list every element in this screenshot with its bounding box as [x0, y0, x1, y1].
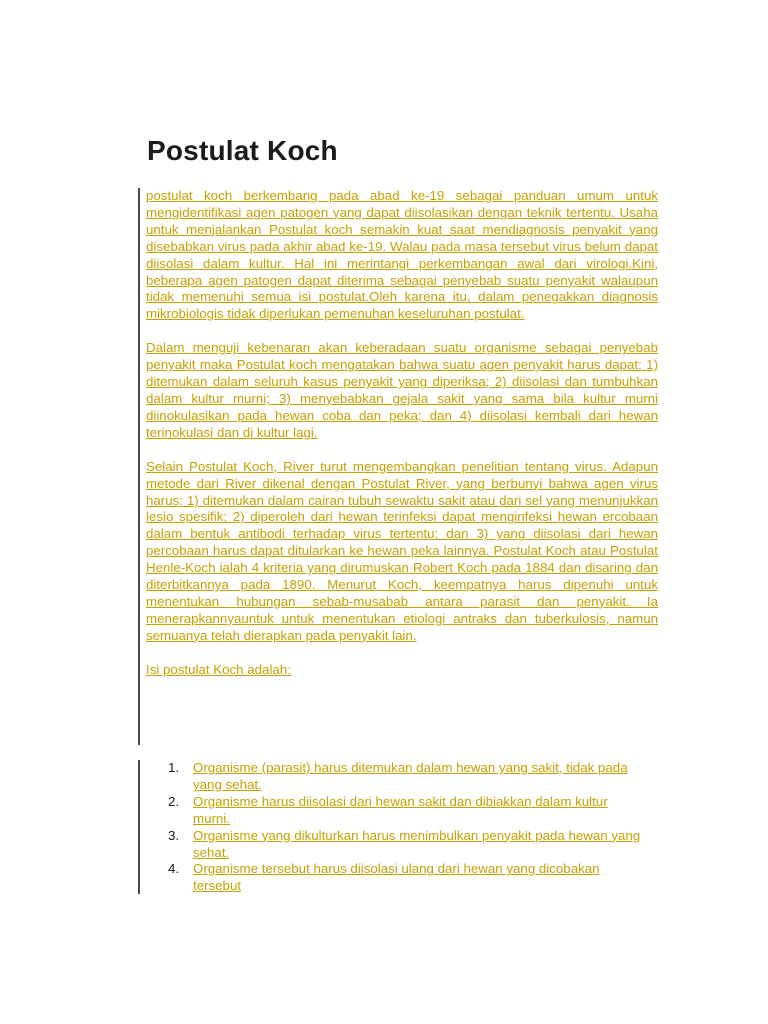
- change-bar: [138, 760, 140, 894]
- list-item-link[interactable]: Organisme harus diisolasi dari hewan sakit dan dibiakkan dalam kultur murni.: [193, 793, 608, 826]
- list-item: [146, 861, 658, 895]
- list-item: [146, 760, 658, 794]
- list-item-link[interactable]: Organisme (parasit) harus ditemukan dalam hewan yang sakit, tidak pada yang sehat.: [193, 760, 628, 792]
- list-item-link[interactable]: Organisme yang dikulturkan harus menimbulkan penyakit pada hewan yang sehat.: [193, 827, 641, 860]
- page-title: Postulat Koch: [147, 135, 338, 166]
- list-item-link[interactable]: Organisme tersebut harus diisolasi ulang dari hewan yang dicobakan tersebut: [193, 861, 600, 894]
- paragraph-link[interactable]: postulat koch berkembang pada abad ke-19 sebagai panduan umum untuk mengidentifikasi agen patogen yang dapat diisolasikan dengan teknik tertentu. Usaha untuk menjalankan Postulat koch semakin kuat saat mendiagnosis penyakit yang disebabkan virus pada akhir abad ke-19. Walau pada masa tersebut virus belum dapat diisolasi dalam kultur. Hal ini merintangi perkembangan awal dari virologi.Kini, beberapa agen patogen dapat diterima sebagai penyebab suatu penyakit walaupun tidak memenuhi semua isi postulat.Oleh karena itu, dalam penegakkan diagnosis mikrobiologis tidak diperlukan pemenuhan keseluruhan postulat.: [146, 188, 658, 322]
- list-number: 1.: [168, 760, 180, 775]
- postulate-list: [146, 760, 658, 895]
- list-intro-link[interactable]: Isi postulat Koch adalah:: [146, 661, 291, 677]
- change-bar: [138, 188, 140, 745]
- list-number: 2.: [168, 793, 180, 809]
- list-number: 4.: [168, 861, 180, 877]
- paragraph-link[interactable]: Dalam menguji kebenaran akan keberadaan suatu organisme sebagai penyebab penyakit maka Postulat koch mengatakan bahwa suatu agen penyakit harus dapat: 1) ditemukan dalam seluruh kasus penyakit yang diperiksa; 2) diisolasi dan tumbuhkan dalam kultur murni; 3) menyebabkan gejala sakit yang sama bila kultur murni diinokulasikan pada hewan coba dan peka; dan 4) diisolasi kembali dari hewan terinokulasi dan di kultur lagi.: [146, 340, 658, 440]
- list-item: [146, 828, 658, 862]
- body-content: [146, 188, 658, 696]
- list-item: [146, 794, 658, 828]
- list-number: 3.: [168, 827, 180, 843]
- paragraph-link[interactable]: Selain Postulat Koch, River turut mengembangkan penelitian tentang virus. Adapun metode dari River dikenal dengan Postulat River, yang berbunyi bahwa agen virus harus: 1) ditemukan dalam cairan tubuh sewaktu sakit atau dari sel yang menunjukkan lesio spesifik; 2) diperoleh dari hewan terinfeksi dapat menginfeksi hewan ercobaan dalam bentuk antibodi terhadap virus tertentu; dan 3) yang diisolasi dari hewan percobaan harus dapat ditularkan ke hewan peka lainnya. Postulat Koch atau Postulat Henle-Koch ialah 4 kriteria yang dirumuskan Robert Koch pada 1884 dan disaring dan diterbitkannya pada 1890. Menurut Koch, keempatnya harus dipenuhi untuk menentukan hubungan sebab-musabab antara parasit dan penyakit. Ia menerapkannyauntuk untuk menentukan etiologi antraks dan tuberkulosis, namun semuanya telah dierapkan pada penyakit lain.: [146, 458, 658, 643]
